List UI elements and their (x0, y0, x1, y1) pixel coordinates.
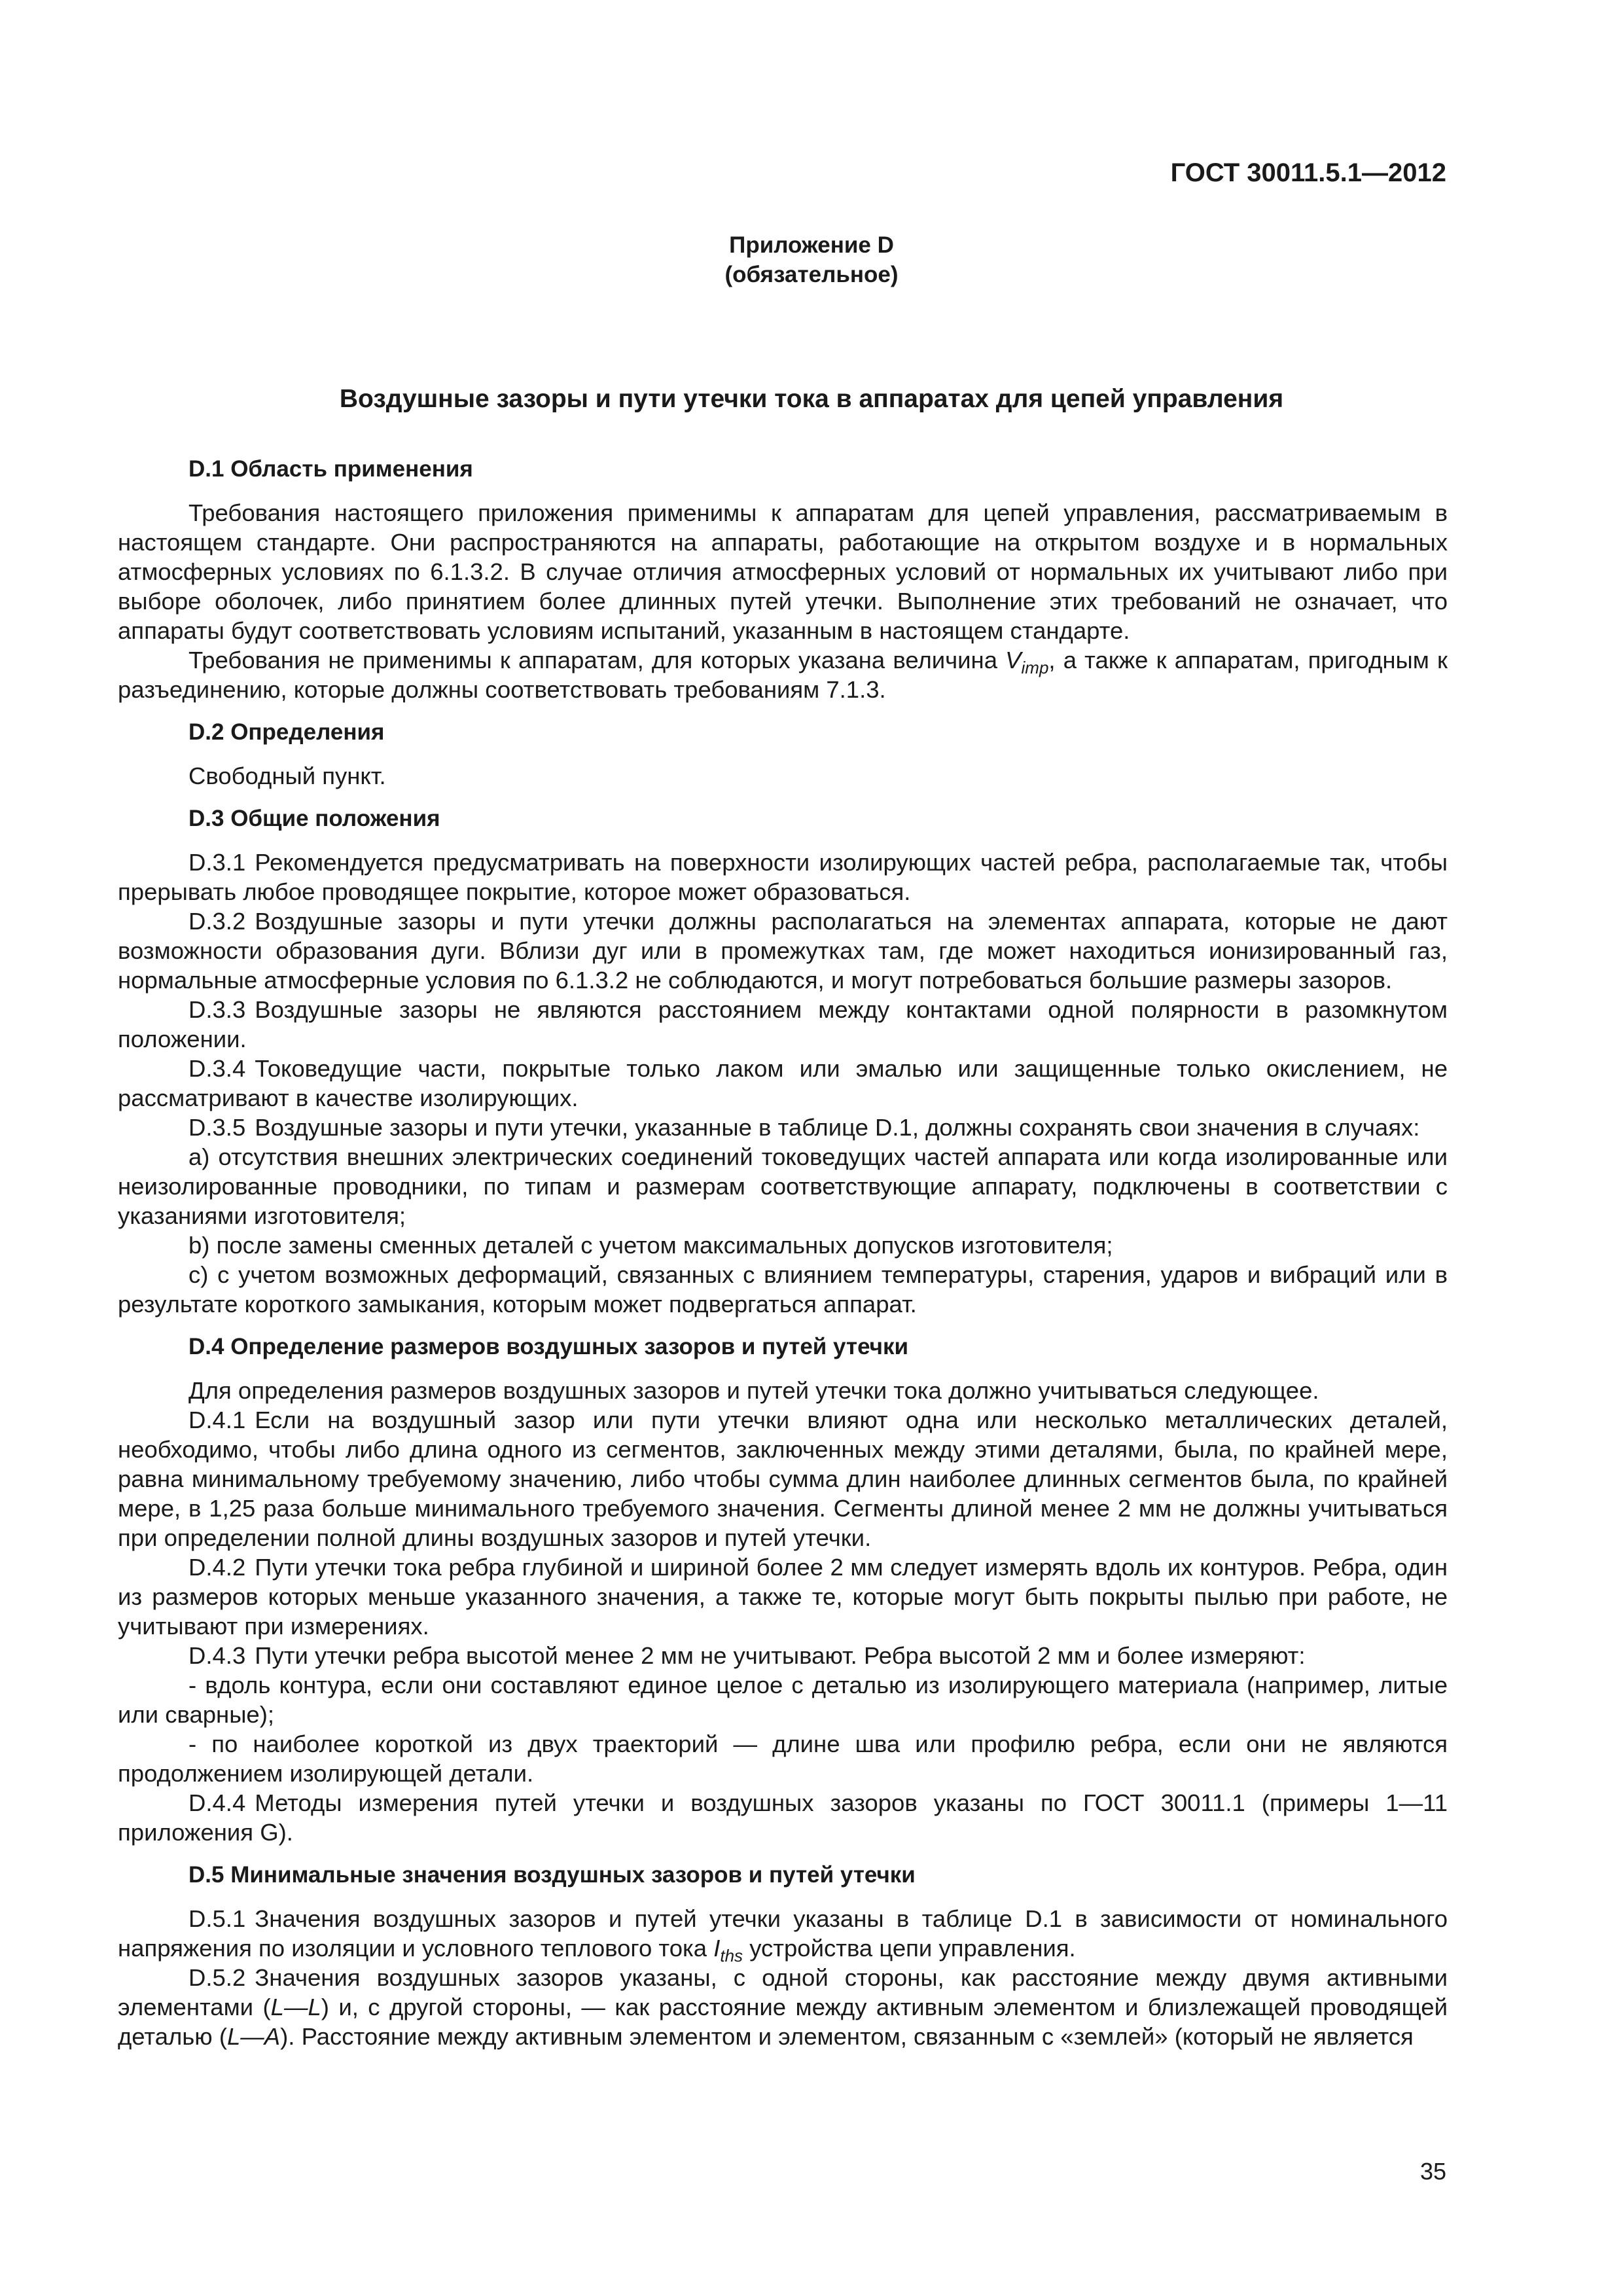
clause-d3-2: D.3.2 Воздушные зазоры и пути утечки должны располагаться на элементах аппарата, которые не дают возможности образования дуги. Вблизи дуг или в промежутках там, где может находиться ионизированный газ, нормальные атмосферные условия по 6.1.3.2 не соблюдаются, и могут потребоваться большие размеры зазоров. (118, 908, 1448, 994)
paragraph: Свободный пункт. (188, 762, 386, 789)
annex-heading (0, 230, 1623, 289)
document-code: ГОСТ 30011.5.1—2012 (1170, 158, 1446, 187)
section-heading-d3: D.3 Общие положения (188, 806, 440, 831)
paragraph: Для определения размеров воздушных зазоров и путей утечки тока должно учитываться следующее. (188, 1377, 1319, 1404)
clause-d4-3: D.4.3 Пути утечки ребра высотой менее 2 мм не учитывают. Ребра высотой 2 мм и более измеряют: (188, 1642, 1306, 1669)
dash-item: - по наиболее короткой из двух траекторий — длине шва или профилю ребра, если они не являются продолжением изолирующей детали. (118, 1731, 1448, 1787)
clause-d5-1: D.5.1 Значения воздушных зазоров и путей утечки указаны в таблице D.1 в зависимости от номинального напряжения по изоляции и условного теплового тока $I_{ths}$ устройства цепи управления. (118, 1905, 1448, 1965)
paragraph: Требования не применимы к аппаратам, для которых указана величина $V_{imp}$, а также к аппаратам, пригодным к разъединению, которые должны соответствовать требованиям 7.1.3. (118, 647, 1448, 703)
section-heading-d2: D.2 Определения (188, 719, 385, 745)
clause-d3-5: D.3.5 Воздушные зазоры и пути утечки, указанные в таблице D.1, должны сохранять свои значения в случаях: (188, 1114, 1420, 1141)
list-item-c: c) с учетом возможных деформаций, связанных с влиянием температуры, старения, ударов и вибраций или в результате короткого замыкания, которым может подвергаться аппарат. (118, 1261, 1448, 1318)
annex-title: Воздушные зазоры и пути утечки тока в аппаратах для цепей управления (339, 385, 1284, 413)
clause-d3-1: D.3.1 Рекомендуется предусматривать на поверхности изолирующих частей ребра, располагаемые так, чтобы прерывать любое проводящее покрытие, которое может образоваться. (118, 849, 1448, 905)
document-body (118, 454, 1448, 2051)
page-number: 35 (1419, 2158, 1446, 2185)
section-heading-d4: D.4 Определение размеров воздушных зазоров и путей утечки (188, 1334, 909, 1359)
annex-label: Приложение D (729, 232, 894, 258)
variable: V (1005, 647, 1022, 673)
list-item-a: a) отсутствия внешних электрических соединений токоведущих частей аппарата или когда изолированные или неизолированные проводники, по типам и размерам соответствующие аппарату, подключены в соответствии с указаниями изготовителя; (118, 1143, 1448, 1229)
dash-item: - вдоль контура, если они составляют единое целое с деталью из изолирующего материала (например, литые или сварные); (118, 1672, 1448, 1728)
paragraph: Требования настоящего приложения применимы к аппаратам для цепей управления, рассматриваемым в настоящем стандарте. Они распространяются на аппараты, работающие на открытом воздухе и в нормальных атмосферных условиях по 6.1.3.2. В случае отличия атмосферных условий от нормальных их учитывают либо при выборе оболочек, либо принятием более длинных путей утечки. Выполнение этих требований не означает, что аппараты будут соответствовать условиям испытаний, указанным в настоящем стандарте. (118, 499, 1448, 644)
clause-d3-4: D.3.4 Токоведущие части, покрытые только лаком или эмалью или защищенные только окислением, не рассматривают в качестве изолирующих. (118, 1055, 1448, 1111)
clause-d4-1: D.4.1 Если на воздушный зазор или пути утечки влияют одна или несколько металлических деталей, необходимо, чтобы либо длина одного из сегментов, заключенных между этими деталями, была, по крайней мере, равна минимальному требуемому значению, либо чтобы сумма длин наиболее длинных сегментов была, по крайней мере, в 1,25 раза больше минимального требуемого значения. Сегменты длиной менее 2 мм не должны учитываться при определении полной длины воздушных зазоров и путей утечки. (118, 1407, 1448, 1551)
section-heading-d5: D.5 Минимальные значения воздушных зазоров и путей утечки (188, 1862, 916, 1888)
clause-d4-4: D.4.4 Методы измерения путей утечки и воздушных зазоров указаны по ГОСТ 30011.1 (примеры 1—11 приложения G). (118, 1789, 1448, 1846)
clause-d3-3: D.3.3 Воздушные зазоры не являются расстоянием между контактами одной полярности в разомкнутом положении. (118, 996, 1448, 1052)
list-item-b: b) после замены сменных деталей с учетом максимальных допусков изготовителя; (188, 1232, 1113, 1259)
clause-d4-2: D.4.2 Пути утечки тока ребра глубиной и шириной более 2 мм следует измерять вдоль их контуров. Ребра, один из размеров которых меньше указанного значения, а также те, которые могут быть покрыты пылью при работе, не учитывают при измерениях. (118, 1554, 1448, 1640)
clause-d5-2: D.5.2 Значения воздушных зазоров указаны, с одной стороны, как расстояние между двумя активными элементами (L—L) и, с другой стороны, — как расстояние между активным элементом и близлежащей проводящей деталью (L—A). Расстояние между активным элементом и элементом, связанным с «землей» (который не является (118, 1964, 1448, 2050)
section-heading-d1: D.1 Область применения (188, 456, 473, 482)
variable: I (713, 1935, 721, 1962)
annex-status: (обязательное) (724, 262, 899, 287)
